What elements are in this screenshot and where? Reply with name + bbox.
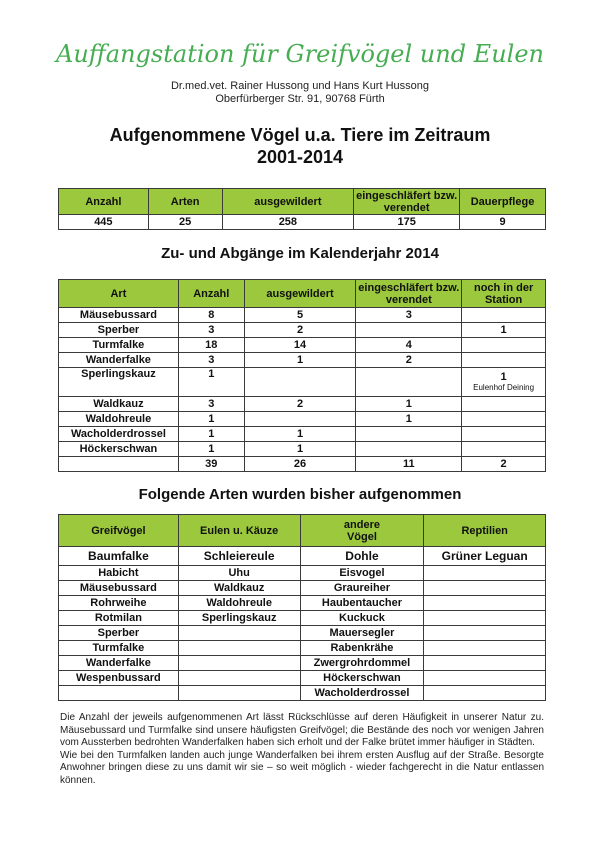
ausgewildert-cell: 14 [244,338,356,353]
species-cell [178,686,300,701]
summary-header-row [59,189,546,215]
table-row [59,547,546,566]
species-cell [424,656,546,671]
summary-header-cell: eingeschläfert bzw. verendet [354,189,460,215]
section-title-species: Folgende Arten wurden bisher aufgenommen [138,486,462,503]
species-cell [424,641,546,656]
species-cell: Rabenkrähe [300,641,424,656]
summary-value-cell: 175 [354,215,460,230]
species-header-cell: Reptilien [424,515,546,547]
species-cell: Baumfalke [59,547,179,566]
station-cell [462,442,546,457]
table-row [59,442,546,457]
species-cell: Sperber [59,626,179,641]
totals-row [59,457,546,472]
ausgewildert-cell: 2 [244,323,356,338]
species-cell [424,596,546,611]
art-cell: Waldkauz [59,397,179,412]
art-cell: Waldohreule [59,412,179,427]
species-cell: Kuckuck [300,611,424,626]
table-row [59,427,546,442]
summary-value-cell: 258 [222,215,354,230]
eingeschlaefert-cell: 2 [356,353,462,368]
explanation-paragraph [60,712,544,787]
table-row [59,338,546,353]
anzahl-cell: 3 [178,353,244,368]
table-row [59,686,546,701]
year-table [58,279,546,472]
table-row [59,368,546,397]
eingeschlaefert-cell: 4 [356,338,462,353]
anzahl-cell: 1 [178,368,244,397]
table-row [59,397,546,412]
summary-header-cell: ausgewildert [222,189,354,215]
year-header-cell: eingeschläfert bzw. verendet [356,280,462,308]
summary-header-cell: Arten [148,189,222,215]
eingeschlaefert-cell [356,442,462,457]
header-address: Oberfürberger Str. 91, 90768 Fürth [215,93,385,105]
main-title-line1: Aufgenommene Vögel u.a. Tiere im Zeitraum [109,125,491,145]
summary-table [58,188,546,230]
station-cell [462,353,546,368]
species-cell: Wacholderdrossel [300,686,424,701]
summary-value-cell: 9 [460,215,546,230]
species-cell: Grüner Leguan [424,547,546,566]
table-row [59,671,546,686]
species-cell: Waldohreule [178,596,300,611]
species-cell: Turmfalke [59,641,179,656]
section-title-year: Zu- und Abgänge im Kalenderjahr 2014 [161,245,439,262]
ausgewildert-cell [244,368,356,397]
table-row [59,566,546,581]
station-cell [462,412,546,427]
table-row [59,626,546,641]
station-note: Eulenhof Deining [473,383,535,392]
ausgewildert-cell: 5 [244,308,356,323]
species-cell: Rotmilan [59,611,179,626]
total-ausgewildert: 26 [244,457,356,472]
anzahl-cell: 1 [178,412,244,427]
species-cell: Sperlingskauz [178,611,300,626]
art-cell: Wanderfalke [59,353,179,368]
table-row [59,611,546,626]
total-station: 2 [462,457,546,472]
species-header-cell: andere Vögel [300,515,424,547]
species-header-cell: Greifvögel [59,515,179,547]
anzahl-cell: 3 [178,323,244,338]
species-cell: Waldkauz [178,581,300,596]
header-names: Dr.med.vet. Rainer Hussong und Hans Kurt Hussong [170,80,430,92]
species-cell [424,566,546,581]
station-cell: 1 [462,323,546,338]
table-row [59,412,546,427]
species-cell [424,581,546,596]
total-eingeschlaefert: 11 [356,457,462,472]
station-cell [462,308,546,323]
station-count: 1 [500,371,507,383]
anzahl-cell: 18 [178,338,244,353]
species-table [58,514,546,701]
table-row [59,596,546,611]
species-cell: Eisvogel [300,566,424,581]
station-cell [462,338,546,353]
species-header-cell: Eulen u. Käuze [178,515,300,547]
ausgewildert-cell: 1 [244,353,356,368]
species-header-row [59,515,546,547]
summary-value-row [59,215,546,230]
anzahl-cell: 8 [178,308,244,323]
table-row [59,353,546,368]
eingeschlaefert-cell: 3 [356,308,462,323]
station-cell [462,397,546,412]
year-header-row [59,280,546,308]
organization-title: Auffangstation für Greifvögel und Eulen [56,40,544,68]
summary-header-cell: Dauerpflege [460,189,546,215]
species-cell [424,611,546,626]
table-row [59,323,546,338]
art-cell: Turmfalke [59,338,179,353]
year-header-cell: Art [59,280,179,308]
year-header-cell: Anzahl [178,280,244,308]
main-title [60,124,540,168]
species-cell: Mäusebussard [59,581,179,596]
table-row [59,308,546,323]
art-cell: Sperlingskauz [59,368,179,397]
art-cell: Wacholderdrossel [59,427,179,442]
species-cell: Habicht [59,566,179,581]
species-cell: Graureiher [300,581,424,596]
species-cell: Wespenbussard [59,671,179,686]
species-cell: Dohle [300,547,424,566]
ausgewildert-cell: 2 [244,397,356,412]
species-cell [59,686,179,701]
eingeschlaefert-cell: 1 [356,397,462,412]
ausgewildert-cell: 1 [244,442,356,457]
species-cell: Mauersegler [300,626,424,641]
species-cell: Wanderfalke [59,656,179,671]
species-cell: Schleiereule [178,547,300,566]
species-cell [178,641,300,656]
eingeschlaefert-cell [356,368,462,397]
eingeschlaefert-cell: 1 [356,412,462,427]
species-cell [424,626,546,641]
art-cell: Höckerschwan [59,442,179,457]
ausgewildert-cell [244,412,356,427]
species-cell [178,671,300,686]
anzahl-cell: 1 [178,442,244,457]
species-cell: Rohrweihe [59,596,179,611]
total-anzahl: 39 [178,457,244,472]
main-title-line2: 2001-2014 [256,147,344,167]
eingeschlaefert-cell [356,427,462,442]
species-cell [178,656,300,671]
table-row [59,641,546,656]
station-cell [462,368,546,397]
summary-value-cell: 25 [148,215,222,230]
paragraph-1: Die Anzahl der jeweils aufgenommenen Art lässt Rückschlüsse auf deren Häufigkeit in unserer Natur zu. Mäusebussard und Turmfalke sind unsere häufigsten Greifvögel; die Bestände des noch vor wenigen Jahren vom Aussterben bedrohten Wanderfalken haben sich erholt und der Falke brütet immer häufiger in Städten. [60,712,544,748]
species-cell [424,671,546,686]
species-cell: Zwergrohrdommel [300,656,424,671]
art-cell: Sperber [59,323,179,338]
table-row [59,656,546,671]
species-cell: Haubentaucher [300,596,424,611]
station-cell [462,427,546,442]
ausgewildert-cell: 1 [244,427,356,442]
anzahl-cell: 3 [178,397,244,412]
species-cell [424,686,546,701]
eingeschlaefert-cell [356,323,462,338]
summary-header-cell: Anzahl [59,189,149,215]
summary-value-cell: 445 [59,215,149,230]
art-cell: Mäusebussard [59,308,179,323]
species-cell: Höckerschwan [300,671,424,686]
species-cell: Uhu [178,566,300,581]
art-cell [59,457,179,472]
year-header-cell: noch in der Station [462,280,546,308]
anzahl-cell: 1 [178,427,244,442]
species-cell [178,626,300,641]
table-row [59,581,546,596]
year-header-cell: ausgewildert [244,280,356,308]
paragraph-2: Wie bei den Turmfalken landen auch junge Wanderfalken bei ihrem ersten Ausflug auf der Straße. Besorgte Anwohner bringen diese zu uns damit wir sie – so weit möglich - wieder fachgerecht in die Natur entlassen können. [60,749,544,786]
